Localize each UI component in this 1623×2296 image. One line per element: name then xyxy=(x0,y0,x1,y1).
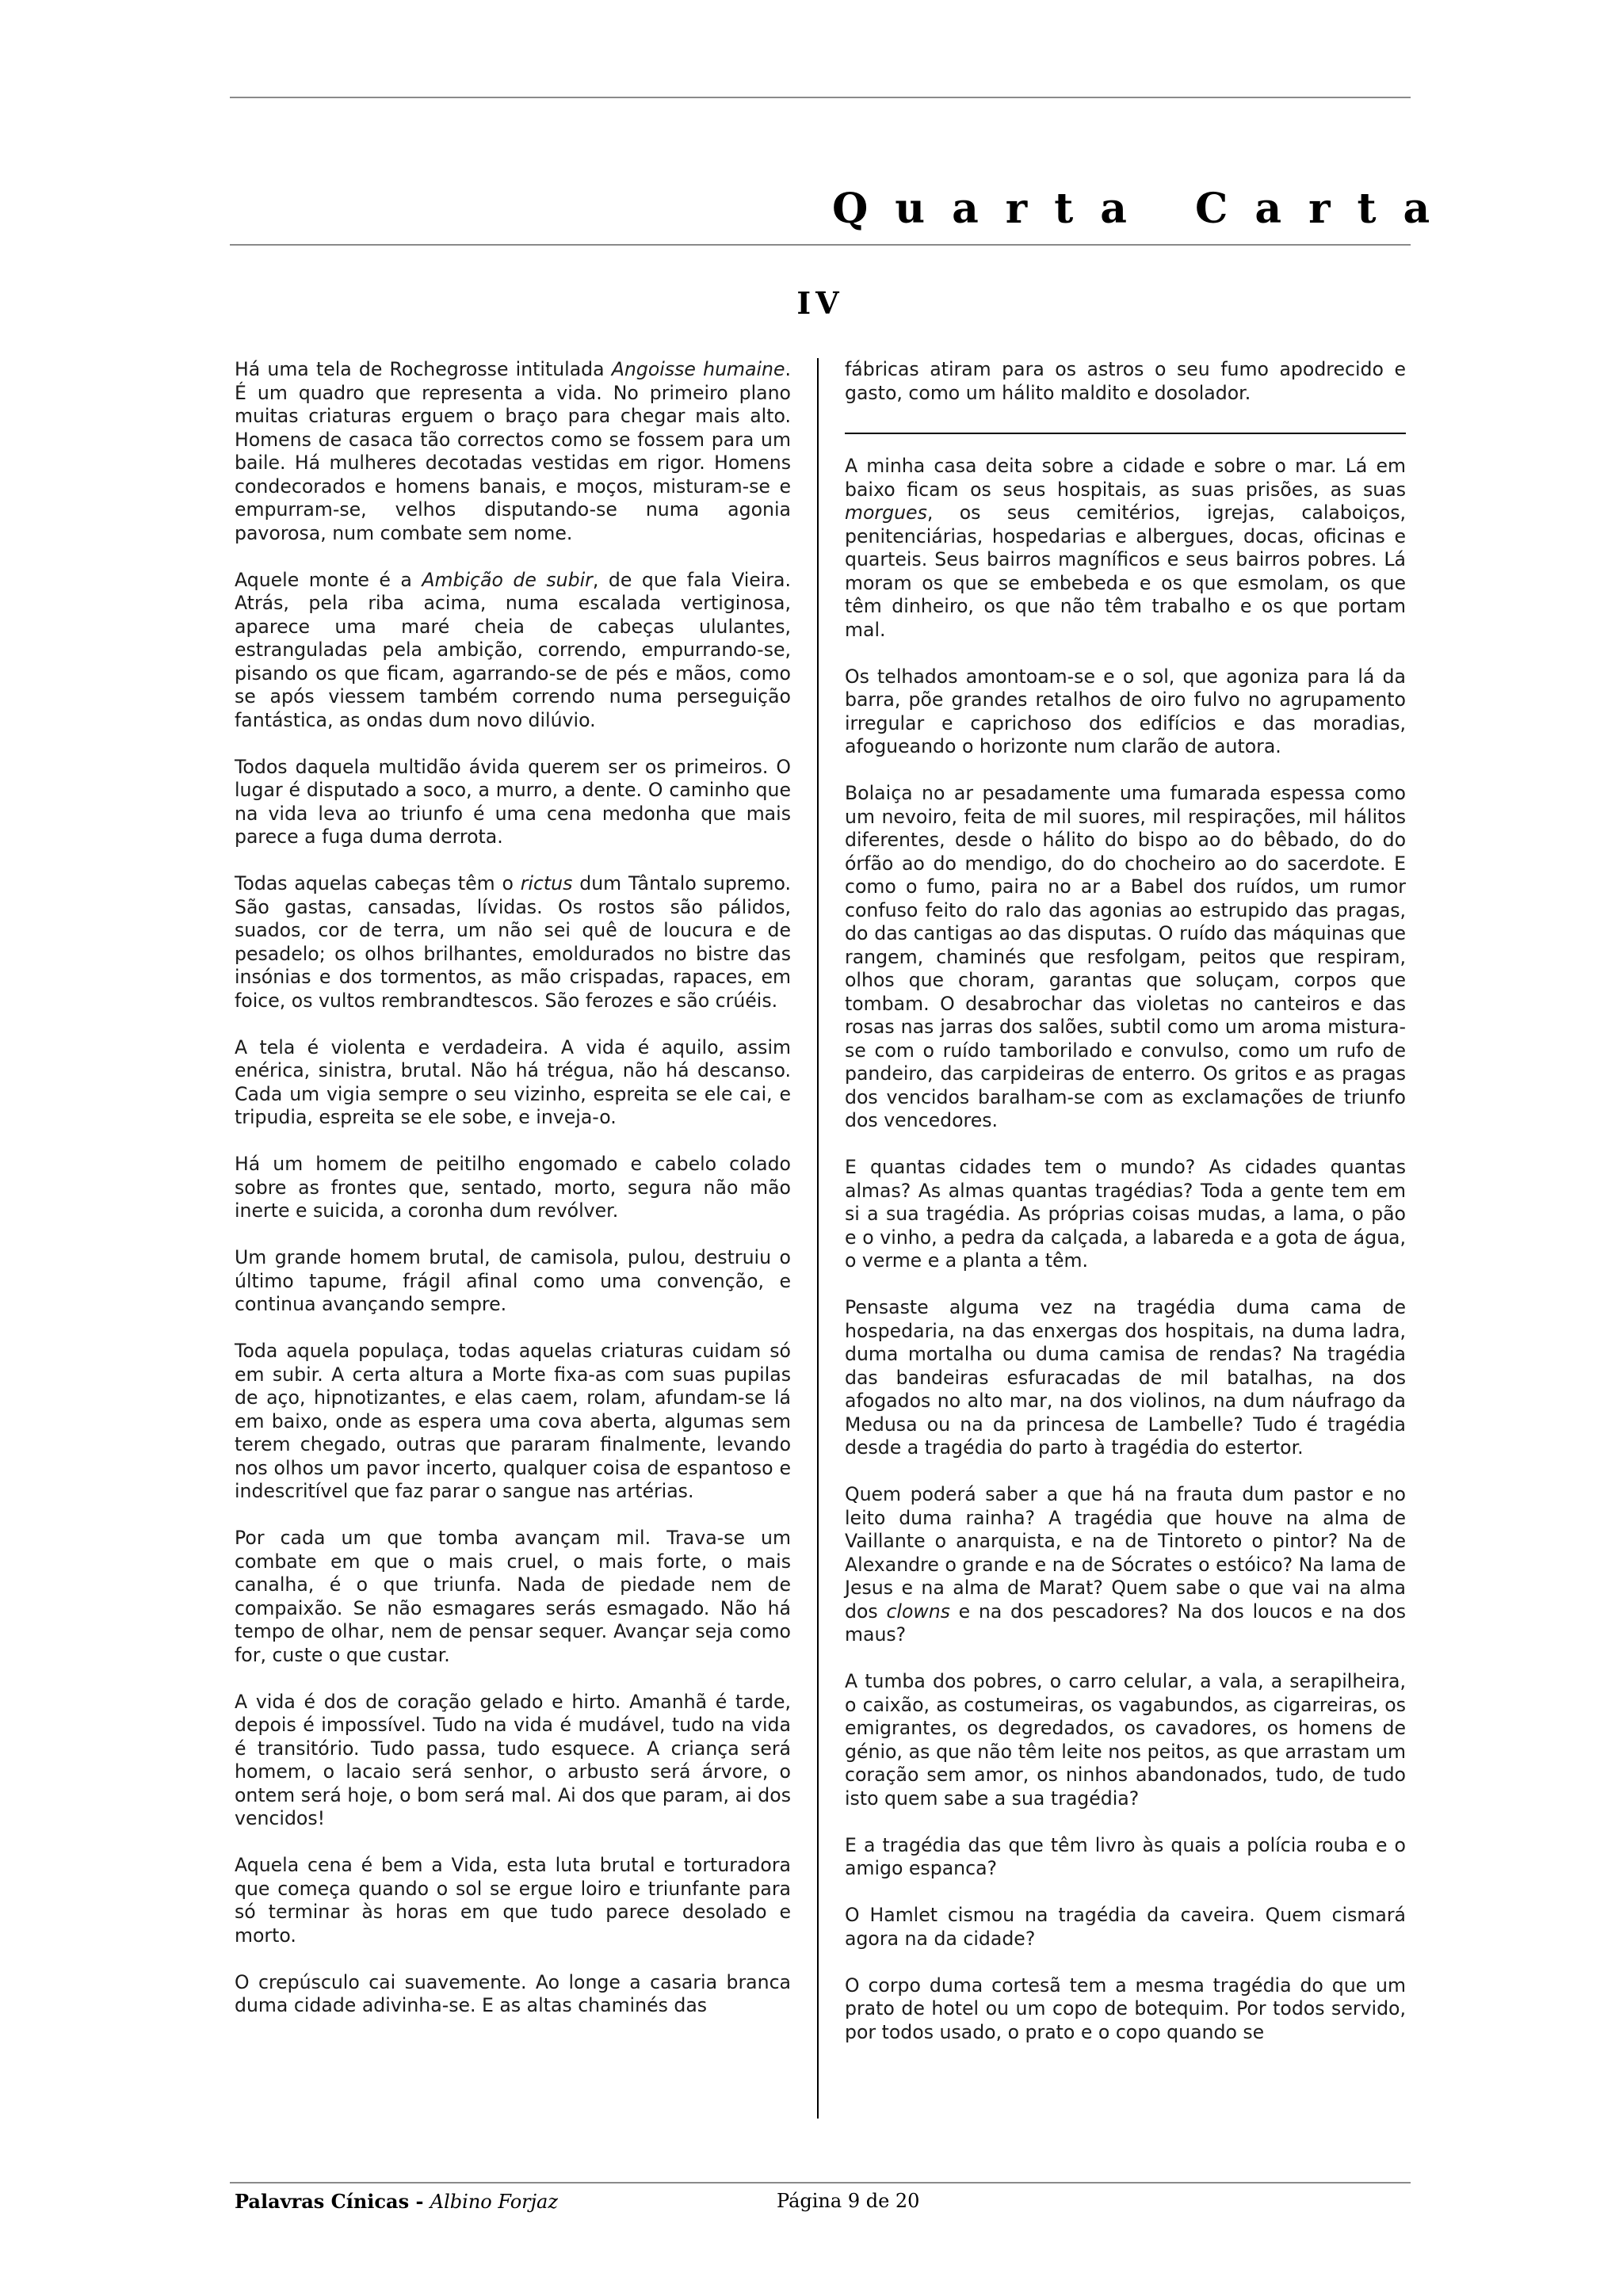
paragraph xyxy=(235,358,791,545)
paragraph xyxy=(235,569,791,733)
text-run: A tela é violenta e verdadeira. A vida é aquilo, assim enérica, sinistra, brutal. Não há trégua, não há descanso. Cada um vigia sempre o seu vizinho, espreita se ele cai, e tripudia, espreita se ele sobe, e inveja-o. xyxy=(235,1035,791,1128)
paragraph xyxy=(235,1153,791,1223)
text-run: Todas aquelas cabeças têm o xyxy=(235,872,521,894)
paragraph xyxy=(235,1854,791,1947)
text-run: Os telhados amontoam-se e o sol, que agoniza para lá da barra, põe grandes retalhos de oiro fulvo no agrupamento irregular e caprichoso dos edifícios e das moradias, afogueando o horizonte num clarão de autora. xyxy=(845,665,1406,757)
text-run: O corpo duma cortesã tem a mesma tragédia do que um prato de hotel ou um copo de botequim. Por todos servido, por todos usado, o prato e o copo quando se xyxy=(845,1974,1406,2043)
text-run: , os seus cemitérios, igrejas, calaboiços, penitenciárias, hospedarias e albergues, docas, oficinas e quarteis. Seus bairros magníficos e seus bairros pobres. Lá moram os que se embebeda e os que esmolam, os que têm dinheiro, os que não têm trabalho e os que portam mal. xyxy=(845,502,1406,641)
italic-text: clowns xyxy=(886,1600,950,1623)
paragraph xyxy=(845,455,1406,642)
italic-text: Ambição de subir xyxy=(422,568,593,591)
text-run: O Hamlet cismou na tragédia da caveira. Quem cismará agora na da cidade? xyxy=(845,1904,1406,1950)
text-run: Quem poderá saber a que há na frauta dum pastor e no leito duma rainha? A tragédia que houve na alma de Vaillante o anarquista, e na de Tintoreto o pintor? Na de Alexandre o grande e na de Sócrates o estóico? Na lama de Jesus e na alma de Marat? Quem sabe o que vai na alma dos xyxy=(845,1483,1406,1623)
paragraph xyxy=(235,872,791,1013)
text-run: A minha casa deita sobre a cidade e sobre o mar. Lá em baixo ficam os seus hospitais, as suas prisões, as suas xyxy=(845,455,1406,501)
paragraph xyxy=(235,1971,791,2018)
paragraph xyxy=(845,782,1406,1133)
right-column xyxy=(845,455,1406,2044)
paragraph xyxy=(845,1296,1406,1460)
italic-text: Angoisse humaine xyxy=(611,358,785,380)
text-run: Pensaste alguma vez na tragédia duma cama de hospedaria, na das enxergas dos hospitais, na duma ladra, duma mortalha ou duma camisa de rendas? Na tragédia das bandeiras esfuracadas de mil batalhas, na dos afogados no alto mar, na dos violinos, na dum náufrago da Medusa ou na da princesa de Lambelle? Tudo é tragédia desde a tragédia do parto à tragédia do estertor. xyxy=(845,1296,1406,1459)
paragraph xyxy=(845,1904,1406,1951)
text-run: Por cada um que tomba avançam mil. Trava-se um combate em que o mais cruel, o mais forte, o mais canalha, é o que triunfa. Nada de piedade nem de compaixão. Se não esmagares serás esmagado. Não há tempo de olhar, nem de pensar sequer. Avançar seja como for, custe o que custar. xyxy=(235,1527,791,1666)
right-column-top xyxy=(845,358,1406,405)
text-run: Aquele monte é a xyxy=(235,568,422,591)
text-run: , de que fala Vieira. Atrás, pela riba acima, numa escalada vertiginosa, aparece uma maré cheia de cabeças ululantes, estranguladas pela ambição, correndo, empurrando-se, pisando os que ficam, agarrando-se de pés e mãos, como se após viessem também correndo numa perseguição fantástica, as ondas dum novo dilúvio. xyxy=(235,568,791,731)
footer-separator: - xyxy=(409,2190,430,2213)
footer-rule xyxy=(230,2182,1411,2183)
text-run: Bolaiça no ar pesadamente uma fumarada espessa como um nevoiro, feita de mil suores, mil respirações, mil hálitos diferentes, desde o hálito do bispo ao do bêbado, do do órfão ao do mendigo, do do chocheiro ao do sacerdote. E como o fumo, paira no ar a Babel dos ruídos, um rumor confuso feito do ralo das agonias ao estrupido das pragas, do das cantigas ao das disputas. O ruído das máquinas que rangem, chaminés que resfolgam, peitos que respiram, olhos que choram, garantas que soluçam, corpos que tombam. O desabrochar das violetas no canteiros e das rosas nas jarras dos salões, subtil como um aroma mistura-se com o ruído tamborilado e convulso, como um rufo de pandeiro, das carpideiras de enterro. Os gritos e as pragas dos vencidos baralham-se com as exclamações de triunfo dos vencedores. xyxy=(845,782,1406,1131)
paragraph xyxy=(235,1340,791,1504)
text-run: O crepúsculo cai suavemente. Ao longe a casaria branca duma cidade adivinha-se. E as altas chaminés das xyxy=(235,1970,791,2016)
footer-author: Albino Forjaz xyxy=(430,2191,559,2213)
text-run: A tumba dos pobres, o carro celular, a vala, a serapilheira, o caixão, as costumeiras, os vagabundos, as cigarreiras, os emigrantes, os degredados, os cavadores, os homens de génio, as que não têm leite nos peitos, as que arrastam um coração sem amor, os ninhos abandonados, tudo, de tudo isto quem sabe a sua tragédia? xyxy=(845,1670,1406,1810)
paragraph xyxy=(845,1156,1406,1273)
text-run: fábricas atiram para os astros o seu fumo apodrecido e gasto, como um hálito maldito e dosolador. xyxy=(845,358,1406,404)
chapter-title: Quarta Carta xyxy=(832,185,1457,233)
footer-credit xyxy=(235,2190,558,2213)
paragraph xyxy=(235,756,791,849)
text-run: Um grande homem brutal, de camisola, pulou, destruiu o último tapume, frágil afinal como uma convenção, e continua avançando sempre. xyxy=(235,1246,791,1315)
paragraph xyxy=(845,1483,1406,1647)
right-column-separator xyxy=(845,433,1406,434)
paragraph xyxy=(235,1527,791,1667)
paragraph xyxy=(845,1974,1406,2045)
left-column xyxy=(235,358,791,2018)
footer-book-title: Palavras Cínicas xyxy=(235,2190,410,2213)
paragraph xyxy=(235,1036,791,1130)
text-run: Todos daquela multidão ávida querem ser os primeiros. O lugar é disputado a soco, a murro, a dente. O caminho que na vida leva ao triunfo é uma cena medonha que mais parece a fuga duma derrota. xyxy=(235,755,791,848)
paragraph xyxy=(845,1834,1406,1881)
text-run: e na dos pescadores? Na dos loucos e na dos maus? xyxy=(845,1600,1406,1646)
column-divider xyxy=(817,358,819,2119)
text-run: . É um quadro que representa a vida. No primeiro plano muitas criaturas erguem o braço para chegar mais alto. Homens de casaca tão correctos como se fossem para um baile. Há mulheres decotadas vestidas em rigor. Homens condecorados e homens banais, e moços, misturam-se e empurram-se, velhos disputando-se numa agonia pavorosa, num combate sem nome. xyxy=(235,358,791,544)
italic-text: rictus xyxy=(520,872,573,894)
paragraph xyxy=(235,1691,791,1831)
text-run: E quantas cidades tem o mundo? As cidades quantas almas? As almas quantas tragédias? Toda a gente tem em si a sua tragédia. As próprias coisas mudas, a lama, o pão e o vinho, a pedra da calçada, a labareda e a gota de água, o verme e a planta a têm. xyxy=(845,1156,1406,1272)
text-run: Há um homem de peitilho engomado e cabelo colado sobre as frontes que, sentado, morto, segura não mão inerte e suicida, a coronha dum revólver. xyxy=(235,1153,791,1222)
text-run: Há uma tela de Rochegrosse intitulada xyxy=(235,358,612,380)
text-run: Aquela cena é bem a Vida, esta luta brutal e torturadora que começa quando o sol se ergue loiro e triunfante para só terminar às horas em que tudo parece desolado e morto. xyxy=(235,1854,791,1947)
paragraph xyxy=(845,358,1406,405)
title-rule xyxy=(230,244,1411,246)
page-number: Página 9 de 20 xyxy=(777,2190,920,2212)
paragraph xyxy=(235,1246,791,1317)
paragraph xyxy=(845,666,1406,759)
italic-text: morgues xyxy=(845,502,927,524)
paragraph xyxy=(845,1670,1406,1810)
text-run: Toda aquela populaça, todas aquelas criaturas cuidam só em subir. A certa altura a Morte fixa-as com suas pupilas de aço, hipnotizantes, e elas caem, rolam, afundam-se lá em baixo, onde as espera uma cova aberta, algumas sem terem chegado, outras que pararam finalmente, levando nos olhos um pavor incerto, qualquer coisa de espantoso e indescritível que faz parar o sangue nas artérias. xyxy=(235,1340,791,1502)
text-run: dum Tântalo supremo. São gastas, cansadas, lívidas. Os rostos são pálidos, suados, cor de terra, um não sei quê de loucura e de pesadelo; os olhos brilhantes, emoldurados no bistre das insónias e dos tormentos, as mão crispadas, rapaces, em foice, os vultos rembrandtescos. São ferozes e são crúéis. xyxy=(235,872,791,1012)
text-run: A vida é dos de coração gelado e hirto. Amanhã é tarde, depois é impossível. Tudo na vida é mudável, tudo na vida é transitório. Tudo passa, tudo esquece. A criança será homem, o lacaio será senhor, o arbusto será árvore, o ontem será hoje, o bom será mal. Ai dos que param, ai dos vencidos! xyxy=(235,1690,791,1829)
top-rule xyxy=(230,97,1411,98)
text-run: E a tragédia das que têm livro às quais a polícia rouba e o amigo espanca? xyxy=(845,1833,1406,1879)
section-number: IV xyxy=(796,285,844,321)
